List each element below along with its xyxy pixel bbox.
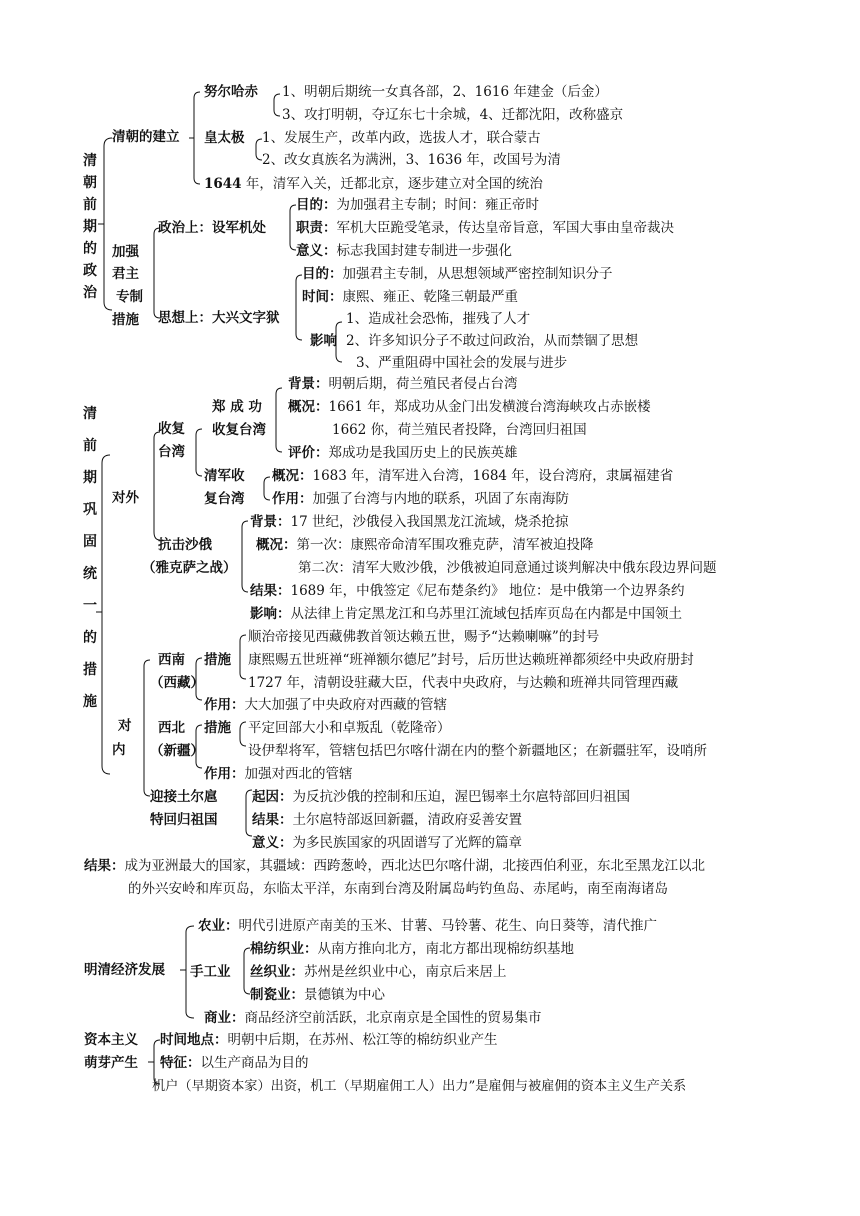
xj-m1: 平定回部大小和卓叛乱（乾隆帝） <box>248 720 451 736</box>
xj-effect: 作用：加强对西北的管辖 <box>204 766 353 782</box>
label-xz-measures: 措施 <box>204 652 231 668</box>
label-jiaqiang-2: 君主 <box>112 266 139 282</box>
label-xibei-2: （新疆） <box>150 743 204 759</box>
ru-bg: 背景：17 世纪，沙俄侵入我国黑龙江流域，烧杀抢掠 <box>250 514 569 530</box>
vertical-title-politics: 清 朝 前 期 的 政 治 <box>83 153 97 301</box>
qj-overview: 概况：1683 年，清军进入台湾，1684 年，设台湾府，隶属福建省 <box>272 468 674 484</box>
heading-economy: 明清经济发展 <box>84 962 165 978</box>
xj-m2: 设伊犁将军，管辖包括巴尔喀什湖在内的整个新疆地区；在新疆驻军，设哨所 <box>248 743 707 759</box>
zcg-bg: 背景：明朝后期，荷兰殖民者侵占台湾 <box>288 376 518 392</box>
wz-effect-3: 3、严重阻碍中国社会的发展与进步 <box>356 355 568 371</box>
text-1644: 1644 年，清军入关，迁都北京，逐步建立对全国的统治 <box>204 176 543 192</box>
label-qj-2: 复台湾 <box>204 491 245 507</box>
label-jiaqiang-4: 措施 <box>112 312 139 328</box>
label-domestic-1: 对 <box>118 718 132 734</box>
cap-feature: 特征：以生产商品为目的 <box>160 1055 309 1071</box>
final-result-1: 结果：成为亚洲最大的国家，其疆域：西跨葱岭，西北达巴尔喀什湖，北接西伯利亚，东北至黑龙江以北 <box>84 858 705 874</box>
label-xinan-2: （西藏） <box>150 675 204 691</box>
jj-duty: 职责：军机大臣跪受笔录，传达皇帝旨意，军国大事由皇帝裁决 <box>296 220 674 236</box>
label-xibei-1: 西北 <box>158 720 185 736</box>
label-recover: 收复 <box>158 421 185 437</box>
ru-result: 结果：1689 年，中俄签定《尼布楚条约》 地位：是中俄第一个边界条约 <box>250 583 685 599</box>
porcelain: 制瓷业：景德镇为中心 <box>250 987 385 1003</box>
final-result-2: 的外兴安岭和库页岛，东临太平洋，东南到台湾及附属岛屿钓鱼岛、赤尾屿，南至南海诸岛 <box>128 881 668 897</box>
xz-m1: 顺治帝接见西藏佛教首领达赖五世，赐予“达赖喇嘛”的封号 <box>248 629 600 645</box>
te-meaning: 意义：为多民族国家的巩固谱写了光辉的篇章 <box>252 835 522 851</box>
silk: 丝织业：苏州是丝织业中心，南京后来居上 <box>250 964 507 980</box>
text-nurhaci-1: 1、明朝后期统一女真各部，2、1616 年建金（后金） <box>282 84 608 100</box>
heading-politics: 政治上：设军机处 <box>158 220 266 236</box>
label-handicraft: 手工业 <box>190 964 231 980</box>
agri: 农业：明代引进原产南美的玉米、甘薯、马铃薯、花生、向日葵等，清代推广 <box>198 918 657 934</box>
label-jiaqiang-3: 专制 <box>116 289 143 305</box>
heading-capitalism-2: 萌芽产生 <box>84 1055 138 1071</box>
jj-purpose: 目的：为加强君主专制；时间：雍正帝时 <box>296 197 539 213</box>
wz-time: 时间：康熙、雍正、乾隆三朝最严重 <box>302 289 518 305</box>
label-foreign: 对外 <box>112 490 139 506</box>
qj-effect: 作用：加强了台湾与内地的联系，巩固了东南海防 <box>272 491 569 507</box>
label-wz-effect: 影响 <box>310 333 337 349</box>
label-tuerhute-2: 特回归祖国 <box>150 812 218 828</box>
commerce: 商业：商品经济空前活跃，北京南京是全国性的贸易集市 <box>204 1010 542 1026</box>
cap-time: 时间地点：明朝中后期，在苏州、松江等的棉纺织业产生 <box>160 1032 498 1048</box>
cotton: 棉纺织业：从南方推向北方，南北方都出现棉纺织基地 <box>250 941 574 957</box>
heading-thought: 思想上：大兴文字狱 <box>158 310 280 326</box>
ru-overview-1: 概况：第一次：康熙帝命清军围攻雅克萨，清军被迫投降 <box>256 537 594 553</box>
ru-impact: 影响：从法律上肯定黑龙江和乌苏里江流域包括库页岛在内都是中国领土 <box>250 606 682 622</box>
label-xj-measures: 措施 <box>204 720 231 736</box>
cap-relation: 机户（早期资本家）出资，机工（早期雇佣工人）出力”是雇佣与被雇佣的资本主义生产关系 <box>152 1079 687 1094</box>
zcg-overview-2: 1662 你，荷兰殖民者投降，台湾回归祖国 <box>332 422 587 438</box>
te-result: 结果：土尔扈特部返回新疆，清政府妥善安置 <box>252 812 522 828</box>
label-russia-2: （雅克萨之战） <box>142 560 237 576</box>
label-xinan-1: 西南 <box>158 652 185 668</box>
label-nurhaci: 努尔哈赤 <box>204 84 258 100</box>
te-cause: 起因：为反抗沙俄的控制和压迫，渥巴锡率土尔扈特部回归祖国 <box>252 789 630 805</box>
heading-qing-founding: 清朝的建立 <box>112 129 180 145</box>
xz-m2: 康熙赐五世班禅“班禅额尔德尼”封号，后历世达赖班禅都须经中央政府册封 <box>248 652 694 668</box>
zcg-eval: 评价：郑成功是我国历史上的民族英雄 <box>288 445 518 461</box>
label-qj-1: 清军收 <box>204 468 245 484</box>
label-tuerhute-1: 迎接土尔扈 <box>150 789 218 805</box>
xz-effect: 作用：大大加强了中央政府对西藏的管辖 <box>204 697 447 713</box>
label-russia-1: 抗击沙俄 <box>158 537 212 553</box>
label-huangtaiji: 皇太极 <box>204 130 245 146</box>
heading-capitalism-1: 资本主义 <box>84 1032 138 1048</box>
label-jiaqiang-1: 加强 <box>112 244 139 260</box>
vertical-title-unification: 清 前 期 巩 固 统 一 的 措 施 <box>83 406 97 710</box>
ru-overview-2: 第二次：清军大败沙俄，沙俄被迫同意通过谈判解决中俄东段边界问题 <box>298 560 717 576</box>
text-nurhaci-2: 3、攻打明朝，夺辽东七十余城，4、迁都沈阳，改称盛京 <box>282 107 624 123</box>
label-zcg-1: 郑 成 功 <box>212 399 262 415</box>
wz-effect-1: 1、造成社会恐怖，摧残了人才 <box>346 311 531 327</box>
zcg-overview-1: 概况：1661 年，郑成功从金门出发横渡台湾海峡攻占赤嵌楼 <box>288 399 651 415</box>
label-domestic-2: 内 <box>112 742 126 758</box>
label-zcg-2: 收复台湾 <box>212 422 266 438</box>
wz-effect-2: 2、许多知识分子不敢过问政治，从而禁锢了思想 <box>346 333 639 349</box>
label-taiwan: 台湾 <box>158 444 185 460</box>
text-htj-1: 1、发展生产，改革内政，选拔人才，联合蒙古 <box>262 130 541 146</box>
wz-purpose: 目的：加强君主专制，从思想领域严密控制知识分子 <box>302 266 613 282</box>
xz-m3: 1727 年，清朝设驻藏大臣，代表中央政府，与达赖和班禅共同管理西藏 <box>248 675 679 691</box>
jj-meaning: 意义：标志我国封建专制进一步强化 <box>296 243 512 259</box>
text-htj-2: 2、改女真族名为满洲，3、1636 年，改国号为清 <box>262 152 561 168</box>
